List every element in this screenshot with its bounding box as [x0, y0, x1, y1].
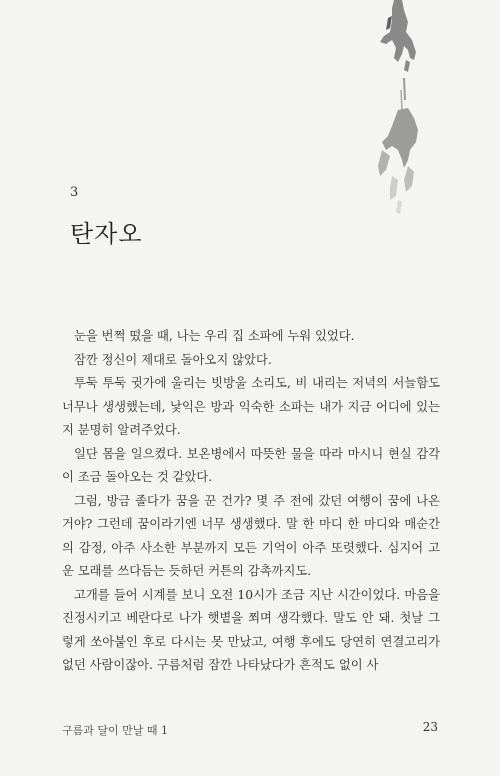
running-footer-book-title: 구름과 달이 만날 때 1 [62, 724, 168, 737]
paragraph: 일단 몸을 일으켰다. 보온병에서 따뜻한 물을 따라 마시니 현실 감각이 조금 돌아오는 것 같았다. [62, 446, 440, 484]
paragraph: 잠깐 정신이 제대로 돌아오지 않았다. [74, 352, 272, 367]
paragraph: 고개를 들어 시계를 보니 오전 10시가 조금 지난 시간이었다. 마음을 진정시키고 베란다로 나가 햇볕을 쬐며 생각했다. 말도 안 돼. 첫날 그렇게 쏘아붙인 후로 다시는 못 만났고, 여행 후에도 당연히 연결고리가 없던 사람이잖아. 구름처럼 잠깐 나타났다가 흔적도 없이 사 [62, 587, 440, 672]
chapter-illustration [368, 0, 428, 215]
body-text [62, 325, 440, 678]
page-number: 23 [422, 720, 438, 734]
paragraph: 그럼, 방금 졸다가 꿈을 꾼 건가? 몇 주 전에 갔던 여행이 꿈에 나온 거야? 그런데 꿈이라기엔 너무 생생했다. 말 한 마디 한 마디와 매순간의 감정, 아주 사소한 부분까지 모든 기억이 아주 또렷했다. 심지어 고운 모래를 쓰다듬는 듯하던 커튼의 감촉까지도. [62, 493, 440, 578]
chapter-title: 탄자오 [70, 220, 143, 248]
chapter-number: 3 [70, 185, 79, 200]
paragraph: 투둑 투둑 귓가에 울리는 빗방울 소리도, 비 내리는 저녁의 서늘함도 너무나 생생했는데, 낯익은 방과 익숙한 소파는 내가 지금 어디에 있는지 분명히 알려주었다. [62, 376, 440, 437]
paragraph: 눈을 번쩍 떴을 때, 나는 우리 집 소파에 누워 있었다. [74, 329, 355, 343]
